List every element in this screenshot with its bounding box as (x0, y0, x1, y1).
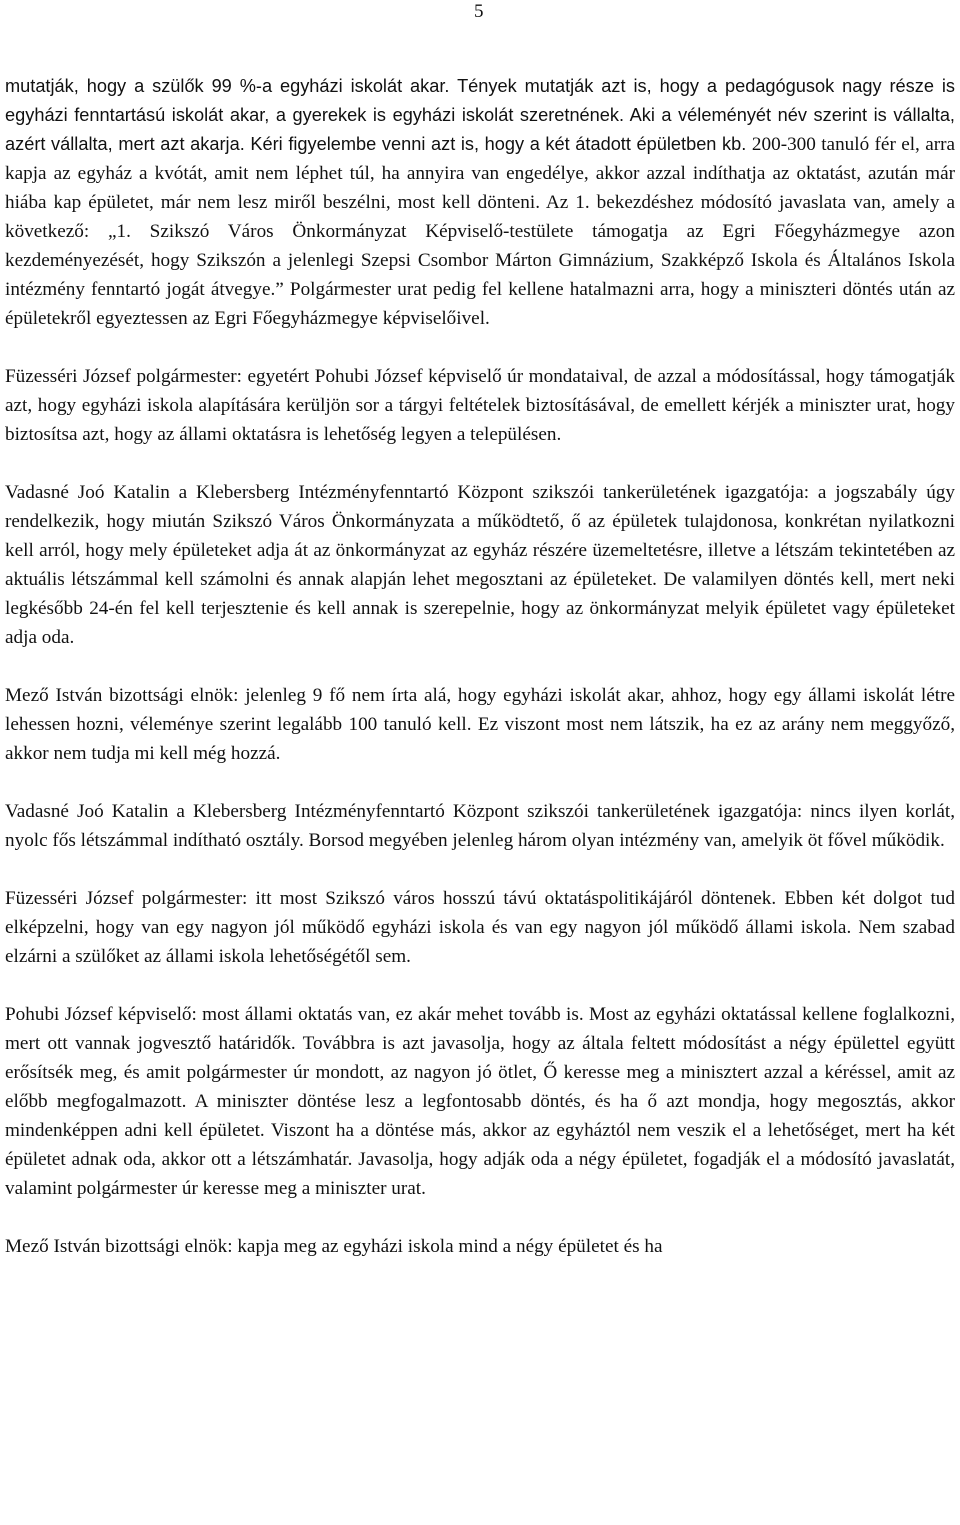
paragraph-3: Vadasné Joó Katalin a Klebersberg Intézményfenntartó Központ szikszói tankerületének igazgatója: a jogszabály úgy rendelkezik, hogy miután Szikszó Város Önkormányzata a működtető, ő az épületek tulajdonosa, konkrétan nyilatkozni kell arról, hogy mely épületeket adja át az önkormányzat az egyház részére üzemeltetésre, illetve a létszám tekintetében az aktuális létszámmal kell számolni és annak alapján lehet megosztani az épületeket. De valamilyen döntés kell, mert neki legkésőbb 24-én fel kell terjesztenie és kell annak is szerepelnie, hogy az önkormányzat melyik épületet vagy épületeket adja oda. (5, 482, 955, 648)
paragraph-4: Mező István bizottsági elnök: jelenleg 9 fő nem írta alá, hogy egyházi iskolát akar, ahhoz, hogy egy állami iskolát létre lehessen hozni, véleménye szerint legalább 100 tanuló kell. Ez viszont most nem látszik, ha ez az arány nem meggyőző, akkor nem tudja mi kell még hozzá. (5, 685, 955, 764)
page-number: 5 (474, 1, 484, 22)
paragraph-7: Pohubi József képviselő: most állami oktatás van, ez akár mehet tovább is. Most az egyházi oktatással kellene foglalkozni, mert ott vannak jogvesztő határidők. Továbbra is azt javasolja, hogy az általa feltett módosítást a négy épülettel együtt erősítsék meg, és amit polgármester úr mondott, az nagyon jó ötlet, Ő keresse meg a minisztert azzal a kéréssel, amit az előbb megfogalmazott. A miniszter döntése lesz a legfontosabb döntés, és ha ő azt mondja, hogy megosztás, akkor mindenképpen adni kell épületet. Viszont ha a döntése más, akkor az egyháztól nem veszik el a lehetőséget, mert ha két épületet adnak oda, akkor ott a létszámhatár. Javasolja, hogy adják oda a négy épületet, fogadják el a módosító javaslatát, valamint polgármester úr keresse meg a miniszter urat. (5, 1004, 955, 1199)
paragraph-2: Füzesséri József polgármester: egyetért Pohubi József képviselő úr mondataival, de azzal a módosítással, hogy támogatják azt, hogy egyházi iskola alapítására kerüljön sor a tárgyi feltételek biztosításával, de emellett kérjék a miniszter urat, hogy biztosítsa azt, hogy az állami oktatásra is lehetőség legyen a településen. (5, 366, 955, 445)
paragraph-6: Füzesséri József polgármester: itt most Szikszó város hosszú távú oktatáspolitikájáról döntenek. Ebben két dolgot tud elképzelni, hogy van egy nagyon jól működő egyházi iskola és van egy nagyon jól működő állami iskola. Nem szabad elzárni a szülőket az állami iskola lehetőségétől sem. (5, 888, 955, 967)
paragraph-5: Vadasné Joó Katalin a Klebersberg Intézményfenntartó Központ szikszói tankerületének igazgatója: nincs ilyen korlát, nyolc fős létszámmal indítható osztály. Borsod megyében jelenleg három olyan intézmény van, amelyik öt fővel működik. (5, 801, 955, 851)
paragraph-1 (5, 72, 955, 333)
paragraph-1-sans-part: mutatják, hogy a szülők 99 %-a egyházi iskolát akar. Tények mutatják azt is, hogy a pedagógusok nagy része is egyházi fenntartású iskolát akar, a gyerekek is egyházi iskolát szeretnének. Aki a véleményét név szerint is vállalta, azért vállalta, mert azt akarja. Kéri figyelembe venni azt is, hogy a két átadott épületben kb. (5, 76, 955, 154)
paragraph-8: Mező István bizottsági elnök: kapja meg az egyházi iskola mind a négy épületet és ha (5, 1236, 663, 1257)
document-body (5, 72, 955, 1261)
paragraph-1-serif-part: 200-300 tanuló fér el, arra kapja az egyház a kvótát, amit nem léphet túl, ha annyira van engedélye, akkor azzal indíthatja az oktatást, azután már hiába kap épületet, már nem lesz miről beszélni, most kell dönteni. Az 1. bekezdéshez módosító javaslata van, amely a következő: „1. Szikszó Város Önkormányzat Képviselő-testülete támogatja az Egri Főegyházmegye azon kezdeményezését, hogy Szikszón a jelenlegi Szepsi Csombor Márton Gimnázium, Szakképző Iskola és Általános Iskola intézmény fenntartó jogát átvegye.” Polgármester urat pedig fel kellene hatalmazni arra, hogy a miniszteri döntés után az épületekről egyeztessen az Egri Főegyházmegye képviselőivel. (5, 134, 956, 329)
